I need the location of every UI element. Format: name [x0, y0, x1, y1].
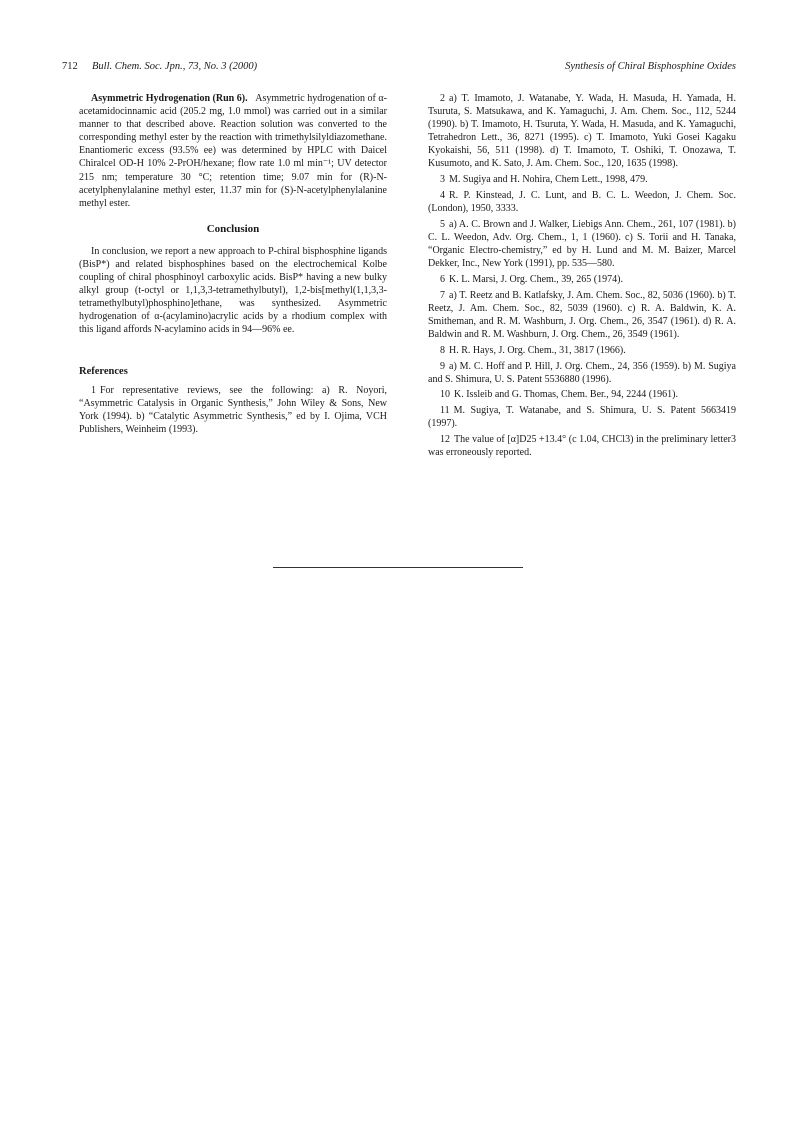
left-column: [79, 92, 387, 439]
run6-paragraph: [79, 92, 387, 210]
page-number: 712: [62, 61, 78, 72]
reference-text: a) A. C. Brown and J. Walker, Liebigs Ann. Chem., 261, 107 (1981). b) C. L. Weedon, Adv. Org. Chem., 1, 1 (1960). c) S. Torii and H. Tanaka, “Organic Electro-chemistry,” ed by H. Lund and M. M. Baizer, Marcel Dekker, Inc., New York (1991), pp. 535—580.: [428, 218, 736, 270]
reference-number: 4: [440, 190, 445, 202]
references-heading: References: [79, 365, 128, 377]
reference-item: [428, 189, 736, 215]
reference-item: [428, 388, 736, 401]
reference-text: a) M. C. Hoff and P. Hill, J. Org. Chem., 24, 356 (1959). b) M. Sugiya and S. Shimura, U. S. Patent 5536880 (1996).: [428, 360, 736, 385]
reference-item: [428, 92, 736, 171]
reference-text: K. Issleib and G. Thomas, Chem. Ber., 94, 2244 (1961).: [454, 389, 678, 401]
reference-text: M. Sugiya, T. Watanabe, and S. Shimura, U. S. Patent 5663419 (1997).: [428, 405, 736, 430]
page-header: [62, 60, 736, 74]
reference-text: R. P. Kinstead, J. C. Lunt, and B. C. L. Weedon, J. Chem. Soc. (London), 1950, 3333.: [428, 190, 736, 215]
right-column: [428, 92, 736, 462]
reference-item: [428, 273, 736, 286]
reference-item: [428, 173, 736, 186]
reference-item: [428, 404, 736, 430]
journal-citation: Bull. Chem. Soc. Jpn., 73, No. 3 (2000): [92, 61, 258, 72]
reference-number: 7: [440, 289, 445, 301]
reference-number: 2: [440, 93, 445, 104]
conclusion-paragraph: In conclusion, we report a new approach to P-chiral bisphosphine ligands (BisP*) and related bisphosphines based on the electrochemical Kolbe coupling of chiral phosphinoyl carboxylic acids. BisP* having a new bulky alkyl group (t-octyl or 1,1,3,3-tetramethylbutyl), 1,2-bis[methyl(1,1,3,3-tetramethylbutyl)phosphino]ethane, was synthesized. Asymmetric hydrogenation of α-(acylamino)acrylic acids by a rhodium complex with this ligand affords N-acylamino acids in 94—96% ee.: [79, 245, 387, 336]
reference-text: a) T. Reetz and B. Katlafsky, J. Am. Chem. Soc., 82, 5036 (1960). b) T. Reetz, J. Am. Chem. Soc., 82, 5039 (1960). c) R. A. Baldwin, K. A. Smitheman, and R. M. Washburn, J. Org. Chem., 26, 3547 (1961). d) R. A. Baldwin and R. M. Washburn, J. Org. Chem., 26, 3549 (1961).: [428, 289, 736, 341]
reference-text: M. Sugiya and H. Nohira, Chem Lett., 1998, 479.: [449, 174, 648, 186]
reference-number: 10: [440, 389, 450, 401]
reference-item: [428, 433, 736, 459]
reference-item: [428, 360, 736, 386]
reference-text: a) T. Imamoto, J. Watanabe, Y. Wada, H. Masuda, H. Yamada, H. Tsuruta, S. Matsukawa, and K. Yamaguchi, J. Am. Chem. Soc., 112, 5244 (1990). b) T. Imamoto, H. Tsuruta, Y. Wada, H. Masuda, and K. Yamaguchi, Tetrahedron Lett., 36, 8271 (1995). c) T. Imamoto, Yuki Gosei Kagaku Kyokaishi, 56, 511 (1998). d) T. Imamoto, T. Oshiki, T. Onozawa, T. Kusumoto, and K. Sato, J. Am. Chem. Soc., 120, 1635 (1998).: [428, 93, 736, 170]
run6-body: Asymmetric hydrogenation of α-acetamidocinnamic acid (205.2 mg, 1.0 mmol) was carried out in a similar manner to that described above. Reaction solution was converted to the corresponding methyl ester by the reaction with trimethylsilyldiazomethane. Enantiomeric excess (93.5% ee) was determined by HPLC with Daicel Chiralcel OD-H 10% 2-PrOH/hexane; flow rate 1.0 ml min⁻¹; UV detector 215 nm; temperature 30 °C; retention time; 9.07 min for (R)-N-acetylphenylalanine methyl ester, 11.37 min for (S)-N-acetylphenylalanine methyl ester.: [79, 93, 387, 209]
reference-number: 5: [440, 218, 445, 230]
end-rule: [273, 567, 523, 568]
running-title: Synthesis of Chiral Bisphosphine Oxides: [565, 61, 736, 72]
reference-item: [79, 384, 387, 436]
reference-text: H. R. Hays, J. Org. Chem., 31, 3817 (1966).: [449, 344, 626, 356]
reference-number: 6: [440, 273, 445, 285]
run6-heading: Asymmetric Hydrogenation (Run 6).: [91, 93, 248, 104]
reference-item: [428, 218, 736, 270]
reference-text: For representative reviews, see the following: a) R. Noyori, “Asymmetric Catalysis in Organic Synthesis,” John Wiley & Sons, New York (1994). b) “Catalytic Asymmetric Synthesis,” ed by I. Ojima, VCH Publishers, Weinheim (1993).: [79, 384, 387, 435]
reference-number: 3: [440, 174, 445, 186]
reference-item: [428, 344, 736, 357]
reference-number: 11: [440, 405, 450, 417]
reference-text: The value of [α]D25 +13.4° (c 1.04, CHCl3) in the preliminary letter3 was erroneously reported.: [428, 434, 736, 459]
reference-number: 1: [91, 384, 96, 396]
reference-number: 12: [440, 434, 450, 446]
reference-text: K. L. Marsi, J. Org. Chem., 39, 265 (1974).: [449, 273, 623, 285]
reference-number: 8: [440, 344, 445, 356]
conclusion-heading: Conclusion: [206, 222, 260, 235]
reference-item: [428, 289, 736, 341]
reference-number: 9: [440, 360, 445, 372]
